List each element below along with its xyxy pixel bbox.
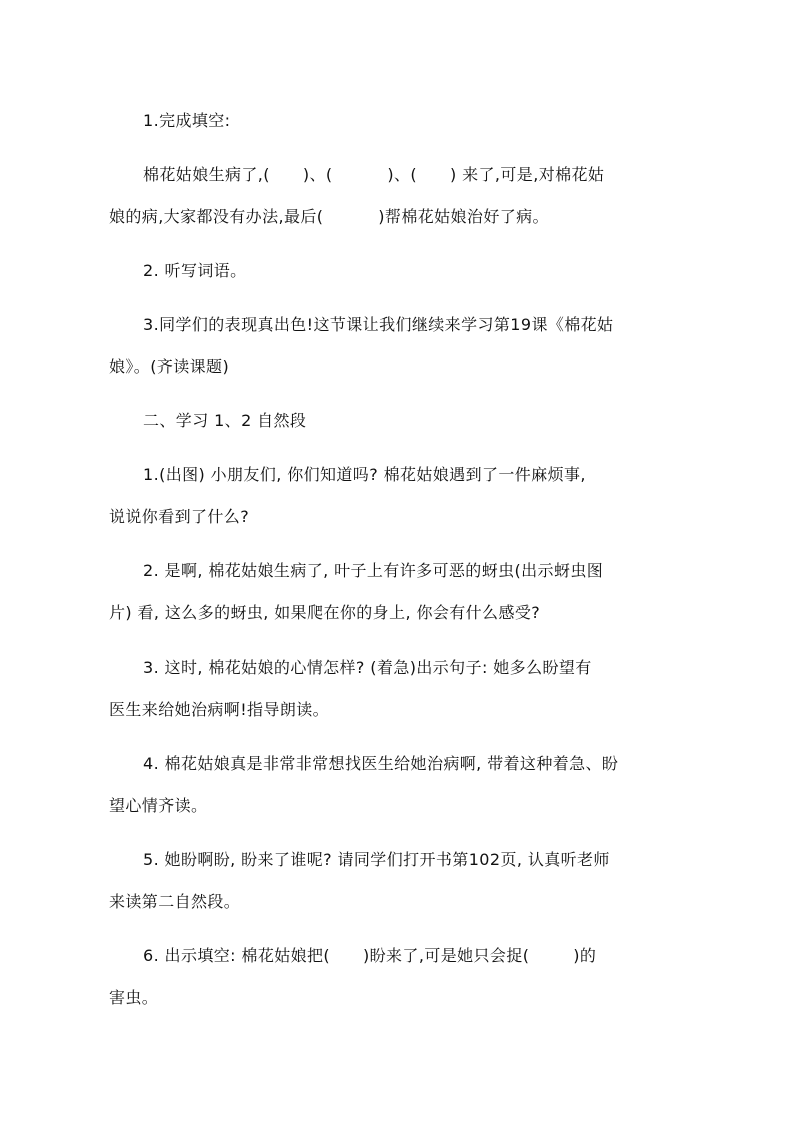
step-2-line-1: 2. 是啊, 棉花姑娘生病了, 叶子上有许多可恶的蚜虫(出示蚜虫图	[143, 561, 604, 580]
step-1-line-1: 1.(出图) 小朋友们, 你们知道吗? 棉花姑娘遇到了一件麻烦事,	[143, 465, 586, 484]
item-1-fill-blank-heading: 1.完成填空:	[143, 111, 231, 130]
step-6-line-1: 6. 出示填空: 棉花姑娘把( )盼来了,可是她只会捉( )的	[143, 946, 597, 965]
step-6-line-2: 害虫。	[109, 988, 159, 1007]
step-2-line-2: 片) 看, 这么多的蚜虫, 如果爬在你的身上, 你会有什么感受?	[109, 603, 541, 622]
step-5-line-1: 5. 她盼啊盼, 盼来了谁呢? 请同学们打开书第102页, 认真听老师	[143, 850, 610, 869]
fill-blank-sentence-line-2: 娘的病,大家都没有办法,最后( )帮棉花姑娘治好了病。	[109, 207, 549, 226]
fill-blank-sentence-line-1: 棉花姑娘生病了,( )、( )、( ) 来了,可是,对棉花姑	[143, 165, 605, 184]
item-2-dictation: 2. 听写词语。	[143, 261, 247, 280]
step-3-line-1: 3. 这时, 棉花姑娘的心情怎样? (着急)出示句子: 她多么盼望有	[143, 658, 592, 677]
step-3-line-2: 医生来给她治病啊!指导朗读。	[109, 700, 330, 719]
item-3-line-2: 娘》。(齐读课题)	[109, 357, 230, 376]
item-3-line-1: 3.同学们的表现真出色!这节课让我们继续来学习第19课《棉花姑	[143, 315, 614, 334]
step-5-line-2: 来读第二自然段。	[109, 892, 241, 911]
step-4-line-1: 4. 棉花姑娘真是非常非常想找医生给她治病啊, 带着这种着急、盼	[143, 754, 619, 773]
step-1-line-2: 说说你看到了什么?	[109, 507, 250, 526]
section-heading-paragraphs-1-2: 二、学习 1、2 自然段	[143, 411, 307, 430]
step-4-line-2: 望心情齐读。	[109, 796, 208, 815]
